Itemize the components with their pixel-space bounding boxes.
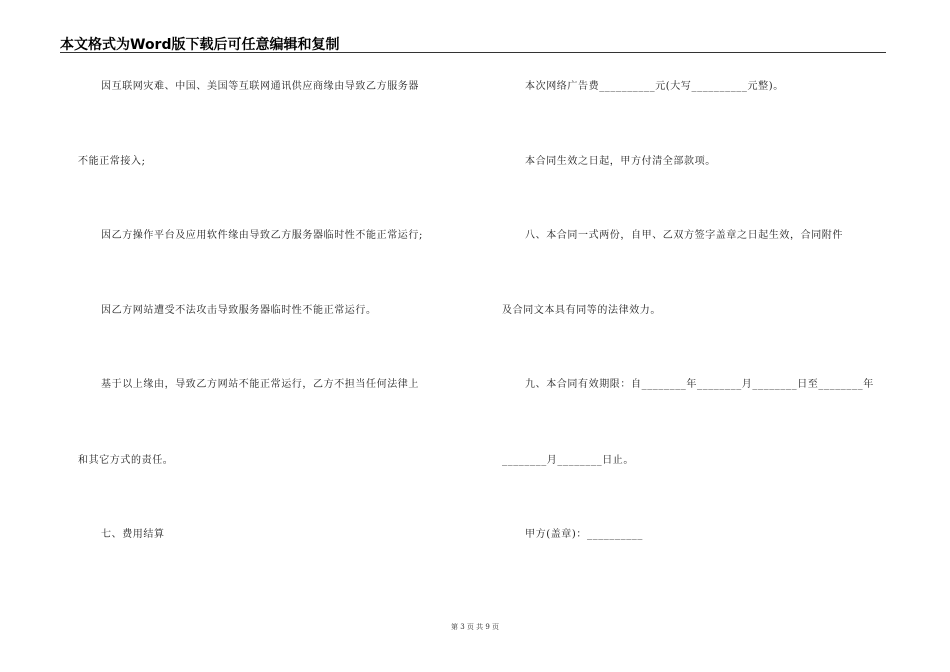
section-heading-fee-settlement: 七、费用结算 xyxy=(101,529,165,540)
left-paragraph-line-5: 基于以上缘由，导致乙方网站不能正常运行，乙方不担当任何法律上 xyxy=(101,379,419,390)
document-header-title: 本文格式为Word版下载后可任意编辑和复制 xyxy=(60,37,340,53)
party-a-seal-line: 甲方(盖章)：__________ xyxy=(525,529,644,540)
left-paragraph-line-4: 因乙方网站遭受不法攻击导致服务器临时性不能正常运行。 xyxy=(101,305,377,316)
left-paragraph-line-3: 因乙方操作平台及应用软件缘由导致乙方服务器临时性不能正常运行; xyxy=(101,230,423,241)
right-paragraph-line-2: 本合同生效之日起，甲方付清全部款项。 xyxy=(525,156,716,167)
right-paragraph-line-5: 九、本合同有效期限：自________年________月________日至________年 xyxy=(525,379,874,390)
left-paragraph-line-6: 和其它方式的责任。 xyxy=(78,455,174,466)
left-paragraph-line-2: 不能正常接入; xyxy=(78,156,146,167)
right-paragraph-line-4: 及合同文本具有同等的法律效力。 xyxy=(502,305,661,316)
page-number: 第 3 页 共 9 页 xyxy=(450,623,500,631)
right-paragraph-line-6: ________月________日止。 xyxy=(502,455,634,466)
left-paragraph-line-1: 因互联网灾难、中国、美国等互联网通讯供应商缘由导致乙方服务器 xyxy=(101,81,419,92)
right-paragraph-line-1: 本次网络广告费__________元(大写__________元整)。 xyxy=(525,81,784,92)
right-paragraph-line-3: 八、本合同一式两份，自甲、乙双方签字盖章之日起生效，合同附件 xyxy=(525,230,843,241)
header-divider xyxy=(60,52,886,53)
